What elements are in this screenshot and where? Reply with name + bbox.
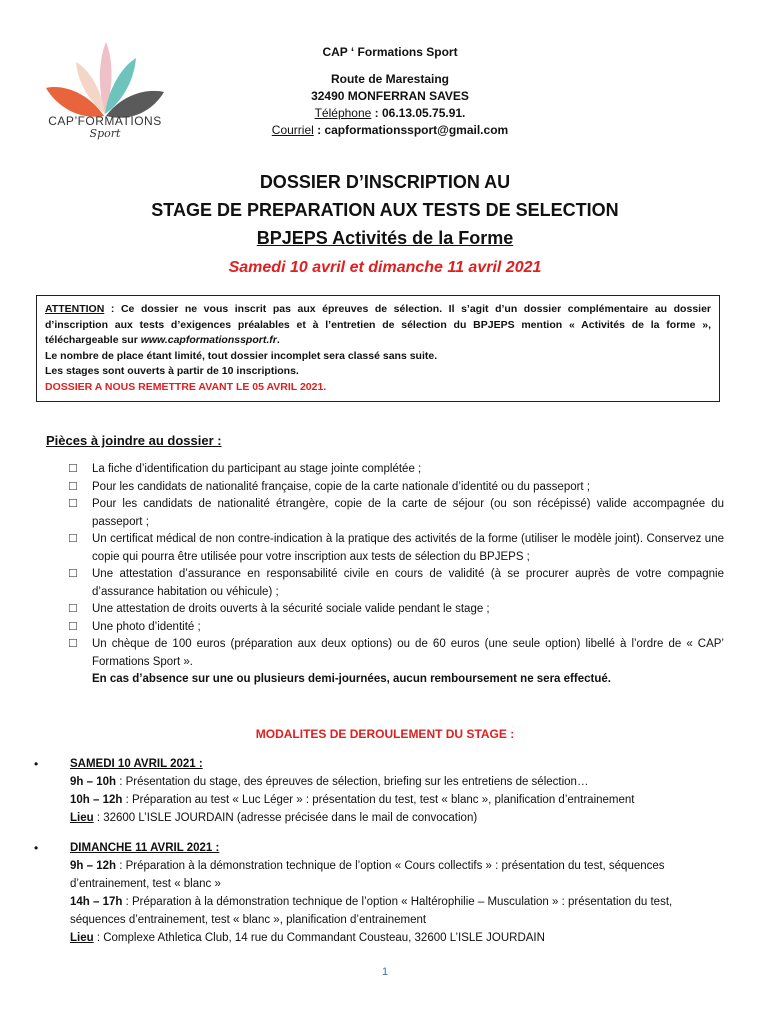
checkbox-icon: ☐ (68, 463, 78, 475)
logo-wordmark: CAP’FORMATIONS (48, 114, 162, 128)
attention-text: : Ce dossier ne vous inscrit pas aux épreuves de sélection. Il s’agit d’un dossier complémentaire au dossier d’inscription aux tests d’exigences préalables et à l’entretien de sélection du BPJEPS mention « Activités de la forme », téléchargeable sur (45, 303, 711, 346)
schedule-day-sunday (34, 839, 724, 947)
attention-label: ATTENTION (45, 303, 105, 315)
checkbox-icon: ☐ (68, 603, 78, 615)
schedule-slot: 9h – 12h : Préparation à la démonstration technique de l’option « Cours collectifs » : présentation du test, séquences d’entrainement, test « blanc » (70, 860, 665, 890)
bullet-icon: • (34, 757, 39, 771)
refund-note: En cas d’absence sur une ou plusieurs demi-journées, aucun remboursement ne sera effectué. (92, 673, 611, 685)
list-item: ☐ Une attestation de droits ouverts à la sécurité sociale valide pendant le stage ; (68, 601, 724, 619)
attention-deadline: DOSSIER A NOUS REMETTRE AVANT LE 05 AVRIL 2021. (45, 380, 327, 393)
schedule-slot: 10h – 12h : Préparation au test « Luc Léger » : présentation du test, test « blanc », planification d’entrainement (70, 794, 635, 806)
checkbox-icon: ☐ (68, 638, 78, 650)
attention-text-end: . (276, 334, 280, 346)
list-item: ☐ Pour les candidats de nationalité française, copie de la carte nationale d’identité ou du passeport ; (68, 479, 724, 497)
schedule-day-saturday (34, 755, 724, 827)
checkbox-icon: ☐ (68, 568, 78, 580)
phone-label: Téléphone (314, 106, 372, 120)
location-line: Lieu : 32600 L’ISLE JOURDAIN (adresse précisée dans le mail de convocation) (70, 812, 478, 824)
title-line-1: DOSSIER D’INSCRIPTION AU (259, 172, 511, 192)
website-link[interactable]: www.capformationssport.fr (140, 334, 277, 346)
org-address-block (240, 44, 540, 139)
checkbox-icon: ☐ (68, 480, 78, 493)
modalites-heading: MODALITES DE DEROULEMENT DU STAGE : (255, 727, 515, 741)
street-address: Route de Marestaing (330, 72, 450, 86)
phone-value: : 06.13.05.75.91. (371, 106, 466, 120)
schedule-list (34, 755, 724, 959)
email-label: Courriel (271, 123, 314, 137)
list-item: ☐ Une photo d’identité ; (68, 619, 724, 637)
day-heading: DIMANCHE 11 AVRIL 2021 : (70, 842, 220, 854)
email-line (240, 122, 540, 139)
page-number: 1 (381, 966, 389, 978)
attention-paragraph (45, 302, 711, 349)
phone-line (240, 105, 540, 122)
checkbox-icon: ☐ (68, 498, 78, 510)
email-value: : capformationssport@gmail.com (313, 123, 509, 137)
attention-box (36, 295, 720, 402)
attention-minimum-line: Les stages sont ouverts à partir de 10 inscriptions. (45, 365, 299, 377)
checkbox-icon: ☐ (68, 533, 78, 545)
logo-subtitle: Sport (89, 127, 121, 140)
stage-dates: Samedi 10 avril et dimanche 11 avril 2021 (228, 259, 542, 276)
list-item: ☐ Un certificat médical de non contre-indication à la pratique des activités de la forme (utiliser le modèle joint). Conservez une copie qui pourra être utilisée pour votre inscription aux tests de sélection du BPJEPS ; (68, 531, 724, 566)
location-line: Lieu : Complexe Athletica Club, 14 rue du Commandant Cousteau, 32600 L’ISLE JOURDAIN (70, 932, 545, 944)
schedule-slot: 14h – 17h : Préparation à la démonstration technique de l’option « Haltérophilie – Musculation » : présentation du test, séquences d’entrainement, test « blanc », planification d’entrainement (70, 896, 673, 926)
attention-limit-line: Le nombre de place étant limité, tout dossier incomplet sera classé sans suite. (45, 349, 438, 362)
pieces-heading: Pièces à joindre au dossier : (46, 433, 222, 448)
city-address: 32490 MONFERRAN SAVES (311, 89, 469, 103)
bullet-icon: • (34, 841, 39, 855)
schedule-slot: 9h – 10h : Présentation du stage, des épreuves de sélection, briefing sur les entretiens de sélection… (70, 776, 589, 788)
list-item: ☐ Pour les candidats de nationalité étrangère, copie de la carte de séjour (ou son récépissé) valide accompagnée du passeport ; (68, 496, 724, 531)
pieces-list (68, 461, 724, 689)
document-title-block (80, 168, 690, 282)
org-name: CAP ‘ Formations Sport (322, 45, 458, 59)
list-item: ☐ Une attestation d’assurance en responsabilité civile en cours de validité (à se procurer auprès de votre compagnie d’assurance habitation ou véhicule) ; (68, 566, 724, 601)
list-item: ☐ Un chèque de 100 euros (préparation aux deux options) ou de 60 euros (une seule option) libellé à l’ordre de « CAP’ Formations Sport ». (68, 636, 724, 671)
list-item: ☐ La fiche d’identification du participant au stage jointe complétée ; (68, 461, 724, 479)
title-line-2: STAGE DE PREPARATION AUX TESTS DE SELECTION (151, 200, 619, 220)
checkbox-icon: ☐ (68, 620, 78, 633)
day-heading: SAMEDI 10 AVRIL 2021 : (70, 758, 203, 770)
title-line-3: BPJEPS Activités de la Forme (256, 228, 514, 248)
